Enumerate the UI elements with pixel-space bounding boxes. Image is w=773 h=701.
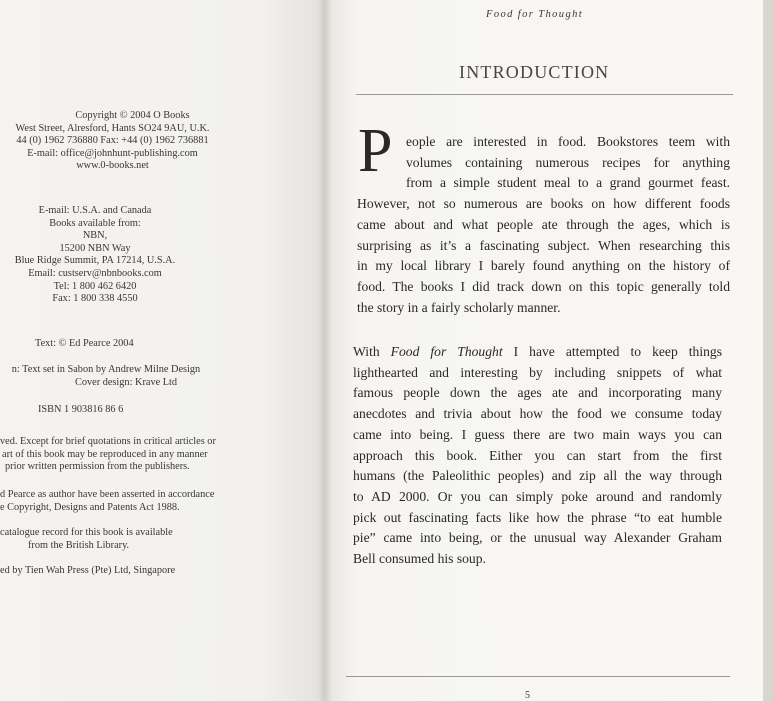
paragraph-1: [357, 132, 730, 318]
drop-cap: P: [358, 117, 393, 185]
distribution-line: NBN,: [82, 230, 108, 242]
page-number: 5: [525, 690, 530, 701]
address-line: West Street, Alresford, Hants SO24 9AU, U.K.: [15, 122, 210, 134]
isbn: ISBN 1 903816 86 6: [38, 404, 124, 415]
running-head: Food for Thought: [486, 9, 584, 20]
paragraph-line: pick out fascinating facts like how the phrase “to eat humble: [353, 509, 722, 525]
distribution-line: Books available from:: [49, 217, 141, 229]
rights-block: [0, 436, 216, 474]
email-line: E-mail: office@johnhunt-publishing.com: [27, 147, 198, 159]
paragraph-line: surprising as it’s a fascinating subject. When researching this: [357, 237, 730, 253]
design-line: n: Text set in Sabon by Andrew Milne Design: [11, 364, 201, 375]
distribution-block: [0, 205, 190, 306]
paragraph-line: lighthearted and interesting by including snippets of what: [353, 364, 722, 380]
book-gutter: [318, 0, 332, 701]
printer-line: ed by Tien Wah Press (Pte) Ltd, Singapore: [0, 565, 176, 576]
design-line: Cover design: Krave Ltd: [74, 376, 178, 388]
footer-rule: [346, 676, 730, 677]
paragraph-line: anecdotes and trivia about how the food we consume today: [353, 406, 722, 422]
paragraph-line: [353, 342, 722, 363]
paragraph-line: However, not so numerous are books on how different foods: [357, 196, 730, 212]
distribution-line: E-mail: U.S.A. and Canada: [38, 205, 152, 216]
author-rights-line: d Pearce as author have been asserted in accordance: [0, 489, 215, 500]
copyright-block: [0, 110, 225, 173]
paragraph-line: food. The books I did track down on this topic generally told: [357, 278, 730, 294]
paragraph-text: I have attempted to keep things: [502, 344, 722, 359]
paragraph-line: to AD 2000. Or you can simply poke around and randomly: [353, 488, 722, 504]
paragraph-line: eople are interested in food. Bookstores teem with: [406, 134, 730, 149]
text-credit: Text: © Ed Pearce 2004: [35, 338, 134, 349]
paragraph-line: came about and what people ate through the ages, which is: [357, 216, 730, 232]
book-title-italic: Food for Thought: [390, 344, 503, 359]
distribution-line: Fax: 1 800 338 4550: [52, 293, 138, 305]
paragraph-line: volumes containing numerous recipes for anything: [406, 154, 730, 170]
distribution-line: 15200 NBN Way: [59, 242, 131, 254]
distribution-line: Blue Ridge Summit, PA 17214, U.S.A.: [14, 255, 176, 267]
paragraph-line: came into being. I guess there are two main ways you can: [353, 426, 722, 442]
author-rights-block: [0, 489, 214, 514]
chapter-title: INTRODUCTION: [459, 62, 610, 82]
title-rule: [356, 94, 733, 95]
catalogue-line: from the British Library.: [28, 539, 130, 551]
paragraph-line: approach this book. Either you can start from the first: [353, 447, 722, 463]
paragraph-line: pie” came into being, or the unusual way Alexander Graham: [353, 530, 722, 546]
rights-line: prior written permission from the publishers.: [5, 461, 190, 473]
catalogue-line: catalogue record for this book is available: [0, 527, 173, 538]
rights-line: ved. Except for brief quotations in critical articles or: [0, 436, 216, 447]
paragraph-2: [353, 342, 722, 570]
design-block: [0, 364, 212, 389]
website-line: www.0-books.net: [76, 160, 149, 172]
phone-fax-line: 44 (0) 1962 736880 Fax: +44 (0) 1962 736881: [16, 135, 209, 147]
paragraph-line: the story in a fairly scholarly manner.: [357, 299, 561, 315]
paragraph-line: famous people down the ages ate and incorporating many: [353, 385, 722, 401]
page-edge: [763, 0, 773, 701]
distribution-line: Email: custserv@nbnbooks.com: [28, 267, 162, 279]
paragraph-text: With: [353, 344, 391, 359]
rights-line: art of this book may be reproduced in any manner: [2, 448, 208, 460]
distribution-line: Tel: 1 800 462 6420: [53, 280, 137, 292]
copyright-line: Copyright © 2004 O Books: [75, 110, 190, 121]
paragraph-line: from a simple student meal to a grand gourmet feast.: [406, 175, 730, 191]
paragraph-line: Bell consumed his soup.: [353, 551, 486, 567]
paragraph-line: in my local library I barely found anything on the history of: [357, 258, 730, 274]
paragraph-line: humans (the Paleolithic peoples) and zip all the way through: [353, 468, 722, 484]
catalogue-block: [0, 527, 173, 552]
author-rights-line: e Copyright, Designs and Patents Act 1988.: [0, 501, 180, 513]
